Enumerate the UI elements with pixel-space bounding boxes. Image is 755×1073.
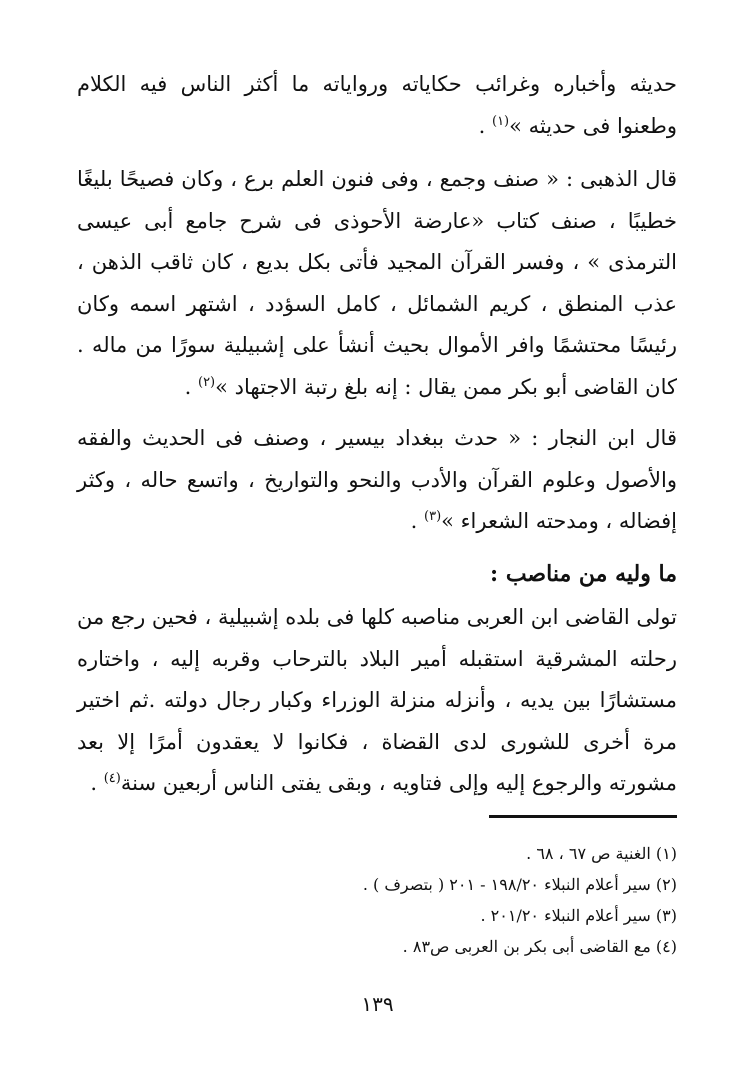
- paragraph-4: [77, 597, 677, 805]
- footnote-ref-2[interactable]: (٢): [197, 374, 216, 390]
- paragraph-1: [77, 64, 677, 147]
- footnote-separator: [489, 815, 677, 818]
- footnote-item: (٣) سير أعلام النبلاء ٢٠١/٢٠ .: [480, 906, 677, 925]
- footnote-ref-1[interactable]: (١): [491, 113, 510, 129]
- paragraph-4-text: تولى القاضى ابن العربى مناصبه كلها فى بلده إشبيلية ، فحين رجع من رحلته المشرقية استقبله أمير البلاد بالترحاب وقربه إليه ، واختاره مستشارًا بين يديه ، وأنزله منزلة الوزراء وكبار رجال دولته .ثم اختير مرة أخرى للشورى لدى القضاة ، فكانوا لا يعقدون أمرًا إلا بعد مشورته والرجوع إليه وإلى فتاويه ، وبقى يفتى الناس أربعين سنة: [77, 605, 677, 795]
- footnotes-list: [77, 838, 677, 962]
- footnote-ref-4[interactable]: (٤): [103, 771, 121, 786]
- paragraph-2-text: قال الذهبى : « صنف وجمع ، وفى فنون العلم برع ، وكان فصيحًا بليغًا خطيبًا ، صنف كتاب «عارضة الأحوذى فى شرح جامع أبى عيسى الترمذى » ، وفسر القرآن المجيد فأتى بكل بديع ، كان ثاقب الذهن ، عذب المنطق ، كريم الشمائل ، كامل السؤدد ، اشتهر اسمه وكان رئيسًا محتشمًا وافر الأموال بحيث أنشأ على إشبيلية سورًا من ماله . كان القاضى أبو بكر ممن يقال : إنه بلغ رتبة الاجتهاد »: [77, 167, 677, 399]
- footnote-item: (٢) سير أعلام النبلاء ١٩٨/٢٠ - ٢٠١ ( بتصرف ) .: [362, 875, 677, 894]
- paragraph-4-end: .: [90, 771, 104, 795]
- paragraph-3: [77, 418, 677, 543]
- footnote-ref-3[interactable]: (٣): [424, 509, 442, 524]
- paragraph-1-end: .: [478, 113, 492, 138]
- paragraph-3-text: قال ابن النجار : « حدث ببغداد بيسير ، وصنف فى الحديث والفقه والأصول وعلوم القرآن والأدب والنحو والتواريخ ، واتسع حاله ، وكثر إفضاله ، ومدحته الشعراء »: [77, 426, 677, 533]
- paragraph-2-end: .: [184, 374, 198, 399]
- paragraph-1-text: حديثه وأخباره وغرائب حكاياته ورواياته ما أكثر الناس فيه الكلام وطعنوا فى حديثه »: [77, 72, 677, 138]
- page-number: ١٣٩: [361, 992, 394, 1016]
- section-heading: ما وليه من مناصب :: [490, 561, 677, 587]
- paragraph-2: [77, 159, 677, 408]
- footnote-item: (١) الغنية ص ٦٧ ، ٦٨ .: [526, 844, 677, 863]
- footnote-item: (٤) مع القاضى أبى بكر بن العربى ص٨٣ .: [402, 937, 677, 956]
- paragraph-3-end: .: [410, 509, 424, 533]
